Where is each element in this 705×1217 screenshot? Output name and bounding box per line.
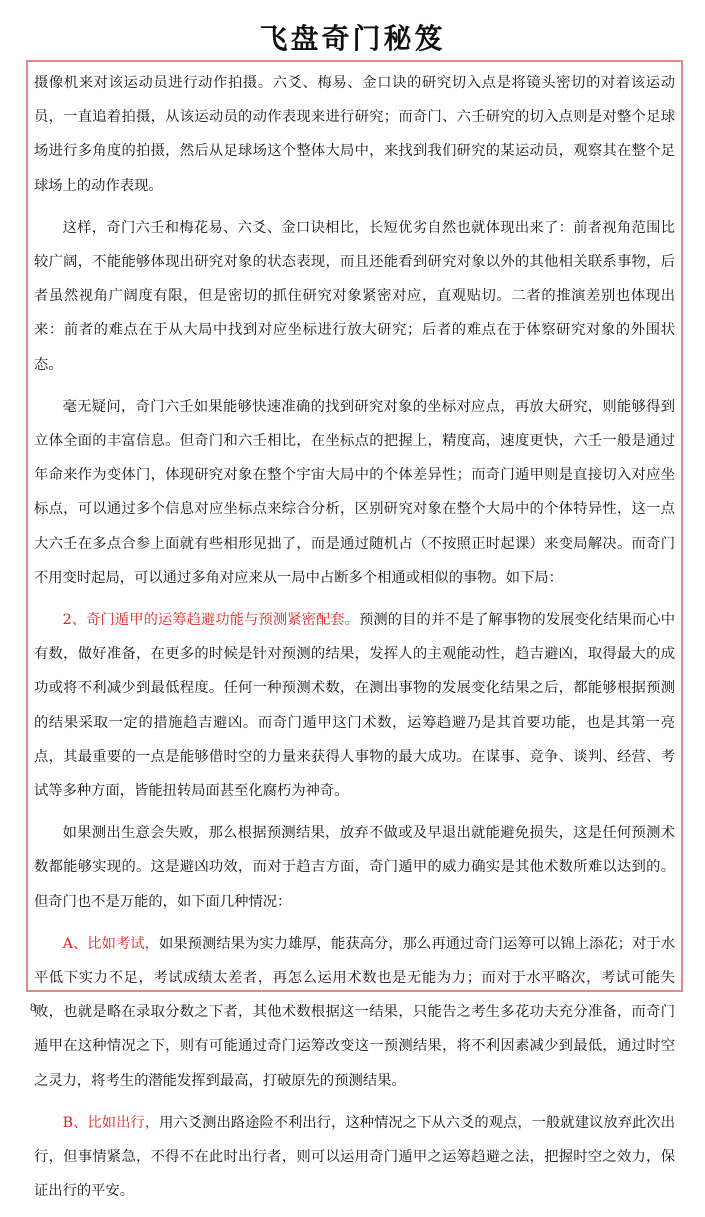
section-heading-2: 2、奇门遁甲的运筹趋避功能与预测紧密配套。	[62, 612, 360, 629]
paragraph-7	[34, 1106, 675, 1209]
subheading-b: B、比如出行，	[62, 1114, 160, 1131]
paragraph-7-body: 用六爻测出路途险不利出行，这种情况之下从六爻的观点，一般就建议放弃此次出行，但事情紧急，不得不在此时出行者，则可以运用奇门遁甲之运筹趋避之法，把握时空之效力，保证出行的平安。	[34, 1114, 675, 1200]
page-number: 8	[30, 1000, 36, 1014]
page-title: 飞盘奇门秘笈	[259, 22, 446, 55]
document-body	[34, 66, 675, 1217]
paragraph-6-body: 如果预测结果为实力雄厚，能获高分，那么再通过奇门运筹可以锦上添花；对于水平低下实力不足，考试成绩太差者，再怎么运用术数也是无能为力；而对于水平略次，考试可能失败，也就是略在录取分数之下者，其他术数根据这一结果，只能告之考生多花功夫充分准备，而奇门遁甲在这种情况之下，则有可能通过奇门运筹改变这一预测结果，将不利因素减少到最低，通过时空之灵力，将考生的潜能发挥到最高，打破原先的预测结果。	[34, 935, 675, 1089]
paragraph-2: 这样，奇门六壬和梅花易、六爻、金口诀相比，长短优劣自然也就体现出来了：前者视角范围比较广阔，不能能够体现出研究对象的状态表现，而且还能看到研究对象以外的其他相关联系事物，后者虽然视角广阔度有限，但是密切的抓住研究对象紧密对应，直观贴切。二者的推演差别也体现出来：前者的难点在于从大局中找到对应坐标进行放大研究；后者的难点在于体察研究对象的外围状态。	[34, 219, 675, 373]
paragraph-6	[34, 927, 675, 1098]
paragraph-3: 毫无疑问，奇门六壬如果能够快速准确的找到研究对象的坐标对应点，再放大研究，则能够得到立体全面的丰富信息。但奇门和六壬相比，在坐标点的把握上，精度高，速度更快，六壬一般是通过年命来作为变体门，体现研究对象在整个宇宙大局中的个体差异性；而奇门遁甲则是直接切入对应坐标点，可以通过多个信息对应坐标点来综合分析，区别研究对象在整个大局中的个体特异性，这一点大六壬在多点合参上面就有些相形见拙了，而是通过随机占（不按照正时起课）来变局解决。而奇门不用变时起局，可以通过多角对应来从一局中占断多个相通或相似的事物。如下局：	[34, 398, 675, 586]
paragraph-4	[34, 603, 675, 808]
paragraph-1: 摄像机来对该运动员进行动作拍摄。六爻、梅易、金口诀的研究切入点是将镜头密切的对着该运动员，一直追着拍摄，从该运动员的动作表现来进行研究；而奇门、六壬研究的切入点则是对整个足球场进行多角度的拍摄，然后从足球场这个整体大局中，来找到我们研究的某运动员，观察其在整个足球场上的动作表现。	[34, 75, 675, 194]
paragraph-5: 如果测出生意会失败，那么根据预测结果，放弃不做或及早退出就能避免损失，这是任何预测术数都能够实现的。这是避凶功效，而对于趋吉方面，奇门遁甲的威力确实是其他术数所难以达到的。但奇门也不是万能的，如下面几种情况：	[34, 825, 675, 910]
subheading-a: A、比如考试，	[62, 935, 159, 952]
paragraph-4-body: 预测的目的并不是了解事物的发展变化结果而心中有数，做好准备，在更多的时候是针对预测的结果，发挥人的主观能动性，趋吉避凶，取得最大的成功或将不利减少到最低程度。任何一种预测术数，在测出事物的发展变化结果之后，都能够根据预测的结果采取一定的措施趋吉避凶。而奇门遁甲这门术数，运筹趋避乃是其首要功能，也是其第一亮点，其最重要的一点是能够借时空的力量来获得人事物的最大成功。在谋事、竞争、谈判、经营、考试等多种方面，皆能扭转局面甚至化腐朽为神奇。	[34, 612, 675, 800]
